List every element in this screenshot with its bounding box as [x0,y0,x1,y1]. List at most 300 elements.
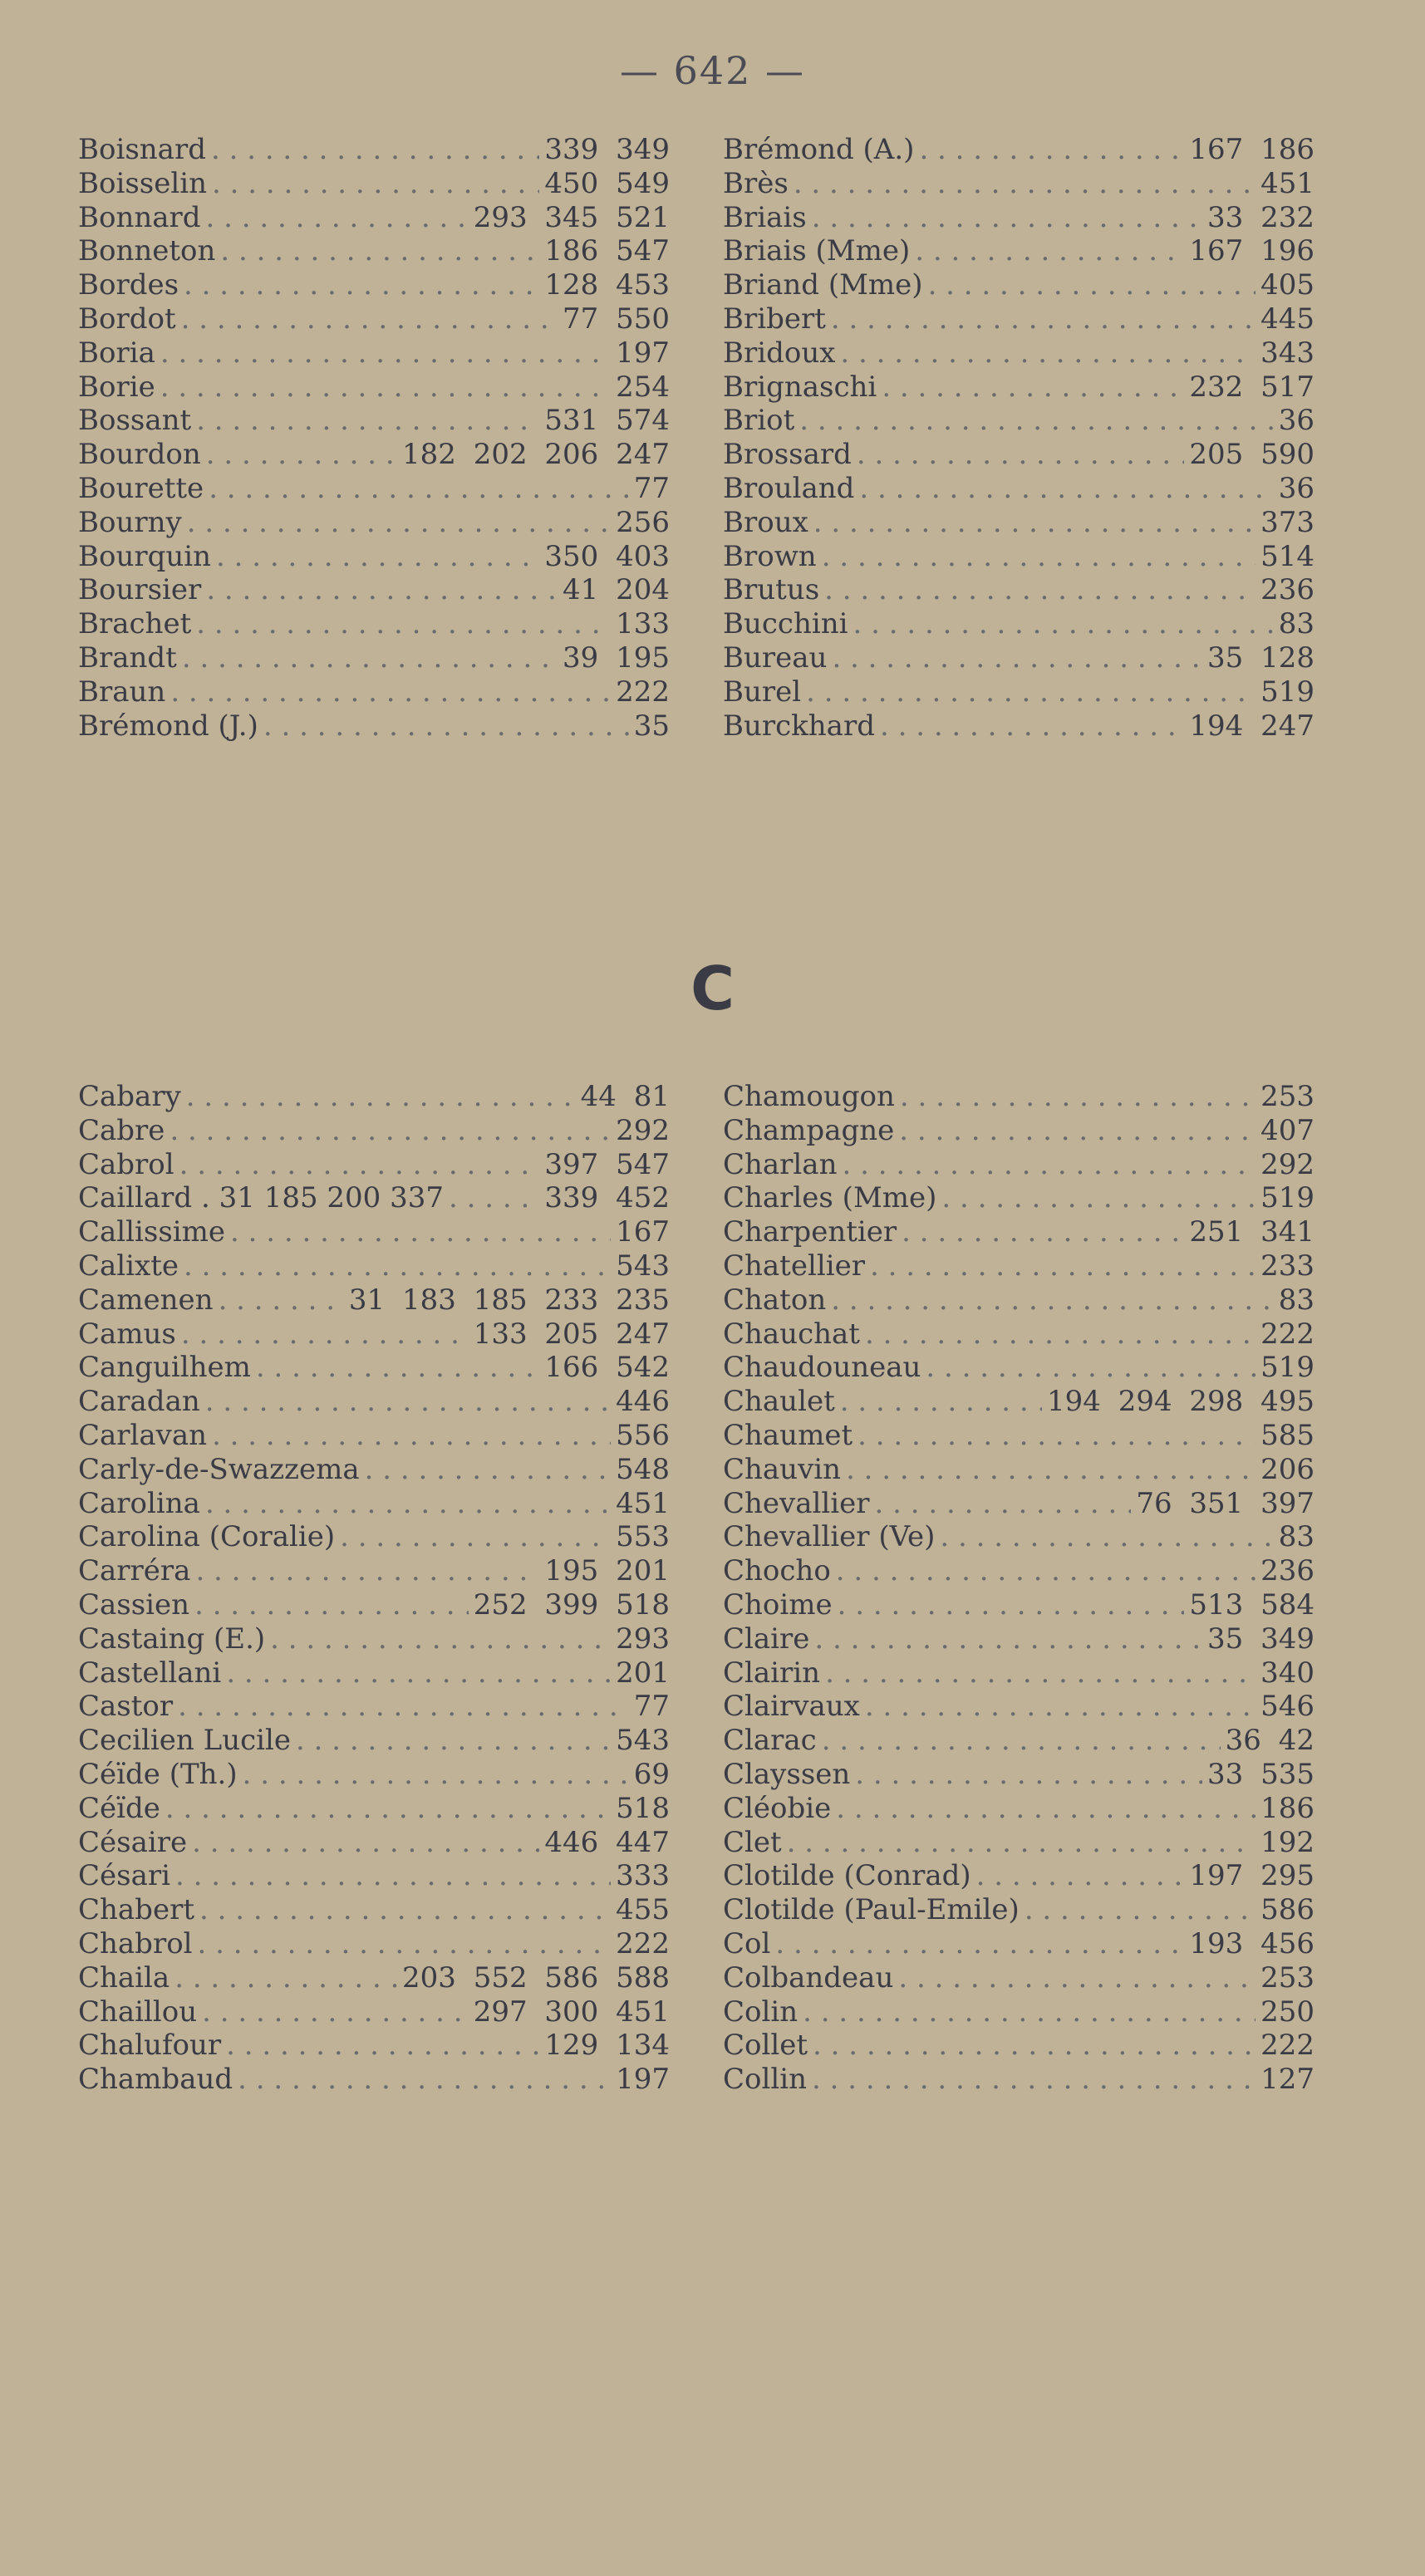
entry-pages: 186 [1260,1791,1314,1825]
entry-name: Chambaud [78,2063,233,2097]
entry-name: Chauvin [723,1452,842,1486]
entry-name: Boria [78,336,155,370]
index-entry [723,1283,1314,1317]
entry-name: Castellani [78,1656,222,1690]
dot-leader [187,506,611,540]
entry-name: Chaulet [723,1385,835,1419]
dot-leader [842,1148,1255,1182]
index-entry [78,1453,670,1487]
dot-leader [198,1927,612,1961]
dot-leader [206,201,469,235]
entry-pages: 293 [616,1622,670,1656]
entry-name: Cassien [78,1587,190,1622]
dot-leader [220,234,539,268]
index-entry [78,1622,670,1656]
dot-leader [365,1453,611,1487]
entry-pages: 35 [633,709,670,743]
entry-name: Brémond (A.) [723,133,915,166]
entry-pages: 197 [616,336,670,370]
index-entry [723,1317,1314,1352]
entry-pages: 513 584 [1189,1587,1314,1622]
entry-name: Collet [723,2029,808,2063]
index-entry [723,540,1314,574]
entry-name: Col [723,1926,771,1960]
entry-pages: 167 [616,1215,670,1249]
entry-name: Calixte [78,1249,179,1283]
entry-name: Carolina [78,1486,200,1520]
index-entry [78,1249,670,1283]
index-entry [723,607,1314,641]
dot-leader [181,1317,469,1352]
dot-leader [184,268,539,302]
entry-name: Bourette [78,471,204,505]
entry-pages: 77 550 [563,302,670,336]
entry-pages: 445 [1260,302,1314,336]
index-entry [78,1283,670,1317]
entry-pages: 186 547 [544,234,670,268]
dot-leader [165,1792,611,1826]
entry-name: Charles (Mme) [723,1181,937,1215]
entry-name: Caradan [78,1385,200,1419]
entry-pages: 36 [1278,404,1314,438]
entry-pages: 222 [1260,2029,1314,2063]
entry-pages: 343 [1260,336,1314,370]
index-entry [723,1215,1314,1249]
index-entry [723,1419,1314,1453]
entry-pages: 254 [616,370,670,404]
entry-name: Céïde [78,1791,160,1825]
entry-name: Brès [723,166,789,200]
dot-leader [182,641,558,675]
index-entry [78,1826,670,1860]
dot-leader [812,201,1202,235]
dot-leader [192,1826,539,1860]
dot-leader [902,1215,1184,1249]
index-entry [78,1181,670,1215]
dot-leader [803,1995,1255,2029]
entry-pages: 373 [1260,505,1314,539]
entry-name: Bribert [723,302,826,336]
entry-pages: 585 [1260,1418,1314,1452]
index-entry [78,675,670,709]
dot-leader [186,1080,576,1114]
entry-name: Bonneton [78,234,216,268]
index-entry [78,1690,670,1724]
dot-leader [813,506,1255,540]
entry-name: Brown [723,539,817,573]
entry-name: Cecilien Lucile [78,1724,292,1758]
entry-name: Castaing (E.) [78,1622,266,1656]
entry-name: Clet [723,1825,782,1859]
entry-name: Bordot [78,302,176,336]
dot-leader [915,234,1184,268]
entry-name: Collin [723,2063,808,2097]
dot-leader [882,370,1184,405]
entry-pages: 292 [616,1113,670,1147]
entry-name: Chocho [723,1554,831,1588]
index-entry [78,336,670,370]
entry-name: Chaton [723,1283,827,1317]
entry-pages: 339 452 [544,1181,670,1215]
entry-name: Chaillou [78,1995,198,2029]
index-entry [78,1724,670,1758]
entry-name: Briot [723,404,795,438]
dot-leader [831,302,1255,336]
entry-name: Claire [723,1622,810,1656]
dot-leader [219,1283,344,1317]
dot-leader [855,1758,1202,1792]
entry-pages: 543 [616,1249,670,1283]
index-entry [78,1554,670,1588]
index-entry [78,2029,670,2063]
index-entry [78,404,670,438]
dot-leader [846,1453,1255,1487]
index-entry [723,1114,1314,1148]
dot-leader [256,1351,540,1385]
index-entry [78,1792,670,1826]
index-entry [78,234,670,268]
entry-name: Colin [723,1995,798,2029]
entry-pages: 293 345 521 [473,200,670,234]
dot-leader [184,1249,611,1283]
entry-name: Briais [723,200,807,234]
entry-name: Chamougon [723,1080,895,1113]
index-entry [78,370,670,405]
entry-name: Brossard [723,438,852,472]
entry-pages: 548 [616,1452,670,1486]
entry-pages: 39 195 [563,640,670,675]
entry-name: Brandt [78,640,177,675]
entry-name: Chabrol [78,1926,193,1960]
dot-leader [178,1690,629,1724]
dot-leader [230,1215,611,1249]
index-entry [78,1215,670,1249]
entry-name: Canguilhem [78,1351,251,1385]
page-number: — 642 — [619,48,806,93]
entry-pages: 76 351 397 [1136,1486,1314,1520]
entry-name: Champagne [723,1113,895,1147]
index-entry [723,1181,1314,1215]
entry-name: Chatellier [723,1249,865,1283]
dot-leader [199,1893,611,1927]
entry-pages: 519 [1260,1351,1314,1385]
entry-pages: 556 [616,1418,670,1452]
entry-name: Clairvaux [723,1690,860,1724]
index-entry [723,1859,1314,1893]
index-column-c-left [78,1080,670,2097]
index-entry [78,167,670,201]
dot-leader [206,438,397,472]
entry-pages: 222 [616,675,670,709]
entry-pages: 253 [1260,1080,1314,1113]
index-entry [723,709,1314,743]
index-entry [78,1487,670,1521]
entry-name: Brutus [723,573,820,607]
index-entry [78,1893,670,1927]
entry-pages: 197 295 [1189,1859,1314,1893]
entry-name: Carolina (Coralie) [78,1520,336,1554]
index-entry [723,675,1314,709]
entry-name: Céïde (Th.) [78,1757,238,1791]
entry-name: Charlan [723,1147,838,1181]
entry-pages: 519 [1260,1181,1314,1215]
entry-pages: 543 [616,1724,670,1758]
dot-leader [212,167,539,201]
dot-leader [196,607,611,641]
dot-leader [205,1487,611,1521]
entry-pages: 205 590 [1189,438,1314,472]
dot-leader [206,573,558,607]
dot-leader [263,709,629,743]
entry-name: Camenen [78,1283,214,1317]
index-entry [723,1520,1314,1554]
entry-name: Brachet [78,607,192,641]
entry-name: Cabary [78,1080,181,1113]
entry-name: Clotilde (Conrad) [723,1859,971,1893]
entry-pages: 252 399 518 [473,1587,670,1622]
entry-pages: 397 547 [544,1147,670,1181]
dot-leader [160,370,611,405]
dot-leader [875,1487,1132,1521]
index-entry [723,641,1314,675]
entry-pages: 83 [1278,607,1314,641]
entry-name: Castor [78,1690,174,1724]
index-entry [78,1995,670,2029]
entry-pages: 33 232 [1207,200,1314,234]
entry-name: Braun [78,675,166,709]
entry-pages: 333 [616,1859,670,1893]
entry-pages: 233 [1260,1249,1314,1283]
index-entry [723,234,1314,268]
index-entry [723,573,1314,607]
dot-leader [226,2029,539,2063]
dot-leader [209,472,629,506]
entry-pages: 236 [1260,1554,1314,1588]
entry-pages: 250 [1260,1995,1314,2029]
index-entry [78,1927,670,1961]
index-entry [723,1487,1314,1521]
dot-leader [1025,1893,1255,1927]
entry-pages: 41 204 [563,573,670,607]
dot-leader [822,540,1255,574]
entry-pages: 182 202 206 247 [401,438,670,472]
dot-leader [202,1995,469,2029]
dot-leader [870,1249,1255,1283]
index-entry [78,1758,670,1792]
index-entry [78,1080,670,1114]
entry-pages: 35 349 [1207,1622,1314,1656]
index-column-b-left [78,133,670,743]
index-entry [78,709,670,743]
entry-pages: 222 [1260,1317,1314,1351]
entry-name: Boisselin [78,166,207,200]
index-entry [723,201,1314,235]
index-entry [723,1249,1314,1283]
index-entry [78,1419,670,1453]
entry-pages: 531 574 [544,404,670,438]
dot-leader [212,1419,611,1453]
entry-name: Chauchat [723,1317,860,1351]
dot-leader [857,1419,1255,1453]
index-entry [723,1927,1314,1961]
entry-pages: 33 535 [1207,1757,1314,1791]
entry-name: Brouland [723,471,855,505]
entry-pages: 253 [1260,1960,1314,1995]
entry-pages: 167 196 [1189,234,1314,268]
index-entry [78,1961,670,1995]
entry-name: Chevallier (Ve) [723,1520,936,1554]
dot-leader [814,1622,1202,1656]
entry-pages: 518 [616,1791,670,1825]
dot-leader [296,1724,611,1758]
entry-pages: 203 552 586 588 [401,1960,670,1995]
index-entry [723,1148,1314,1182]
dot-leader [838,1588,1185,1622]
entry-pages: 167 186 [1189,133,1314,166]
entry-name: Clarac [723,1724,817,1758]
entry-pages: 83 [1278,1520,1314,1554]
index-entry [78,1114,670,1148]
dot-leader [840,1385,1042,1419]
dot-leader [899,1114,1255,1148]
index-entry [723,1622,1314,1656]
entry-pages: 340 [1260,1656,1314,1690]
dot-leader [226,1656,611,1690]
entry-pages: 133 [616,607,670,641]
entry-pages: 446 [616,1385,670,1419]
dot-leader [170,675,611,709]
entry-name: Briand (Mme) [723,268,923,302]
dot-leader [880,709,1184,743]
dot-leader [824,573,1255,607]
dot-leader [775,1927,1184,1961]
entry-name: Chevallier [723,1486,870,1520]
index-entry [723,1826,1314,1860]
index-column-c-right [723,1080,1314,2097]
index-entry [723,370,1314,405]
dot-leader [170,1114,611,1148]
entry-pages: 451 [616,1486,670,1520]
entry-name: Caillard . 31 185 200 337 [78,1181,444,1215]
entry-name: Borie [78,370,155,404]
entry-name: Broux [723,505,808,539]
dot-leader [179,1148,540,1182]
entry-name: Camus [78,1317,176,1351]
index-entry [723,167,1314,201]
index-entry [723,1351,1314,1385]
entry-pages: 36 42 [1225,1724,1314,1758]
entry-name: Césari [78,1859,170,1893]
entry-name: Bonnard [78,200,201,234]
entry-pages: 83 [1278,1283,1314,1317]
dot-leader [238,2063,611,2097]
dot-leader [900,1080,1255,1114]
entry-pages: 44 81 [580,1080,670,1113]
entry-pages: 553 [616,1520,670,1554]
dot-leader [825,1656,1255,1690]
index-entry [723,1724,1314,1758]
index-entry [723,1385,1314,1419]
index-entry [723,1554,1314,1588]
dot-leader [787,1826,1255,1860]
dot-leader [812,2063,1255,2097]
dot-leader [799,404,1273,438]
index-entry [78,573,670,607]
index-entry [78,2063,670,2097]
dot-leader [813,2029,1255,2063]
dot-leader [806,675,1255,709]
entry-pages: 194 294 298 495 [1046,1385,1314,1419]
entry-name: Chaila [78,1960,170,1995]
entry-name: Clotilde (Paul-Emile) [723,1893,1020,1927]
entry-pages: 129 134 [544,2029,670,2063]
dot-leader [859,472,1273,506]
entry-pages: 197 [616,2063,670,2097]
entry-pages: 166 542 [544,1351,670,1385]
dot-leader [865,1690,1255,1724]
index-entry [78,268,670,302]
entry-pages: 514 [1260,539,1314,573]
index-entry [723,1453,1314,1487]
entry-name: Brignaschi [723,370,877,404]
entry-pages: 450 549 [544,166,670,200]
entry-name: Bridoux [723,336,836,370]
dot-leader [196,404,539,438]
index-entry [723,1792,1314,1826]
index-entry [723,2063,1314,2097]
entry-pages: 256 [616,505,670,539]
dot-leader [840,336,1255,370]
dot-leader [181,302,558,336]
entry-pages: 586 [1260,1893,1314,1927]
index-entry [78,1859,670,1893]
index-entry [723,302,1314,336]
entry-name: Chabert [78,1893,194,1927]
index-entry [78,201,670,235]
entry-pages: 192 [1260,1825,1314,1859]
index-entry [723,1961,1314,1995]
index-entry [78,1656,670,1690]
entry-name: Colbandeau [723,1960,894,1995]
index-entry [723,1588,1314,1622]
dot-leader [794,167,1255,201]
entry-pages: 297 300 451 [473,1995,670,2029]
dot-leader [160,336,611,370]
index-entry [78,1148,670,1182]
dot-leader [976,1859,1185,1893]
entry-name: Choime [723,1587,833,1622]
index-entry [78,1351,670,1385]
entry-name: Clairin [723,1656,821,1690]
entry-name: Carréra [78,1554,191,1588]
index-entry [723,404,1314,438]
dot-leader [836,1792,1255,1826]
entry-name: Briais (Mme) [723,234,911,268]
dot-leader [831,1283,1274,1317]
entry-pages: 455 [616,1893,670,1927]
index-entry [723,472,1314,506]
index-entry [723,1893,1314,1927]
index-entry [723,1080,1314,1114]
entry-pages: 194 247 [1189,709,1314,743]
dot-leader [216,540,539,574]
entry-pages: 236 [1260,573,1314,607]
entry-pages: 232 517 [1189,370,1314,404]
entry-name: Chalufour [78,2029,222,2063]
entry-name: Clayssen [723,1757,851,1791]
index-entry [78,540,670,574]
index-entry [78,1385,670,1419]
